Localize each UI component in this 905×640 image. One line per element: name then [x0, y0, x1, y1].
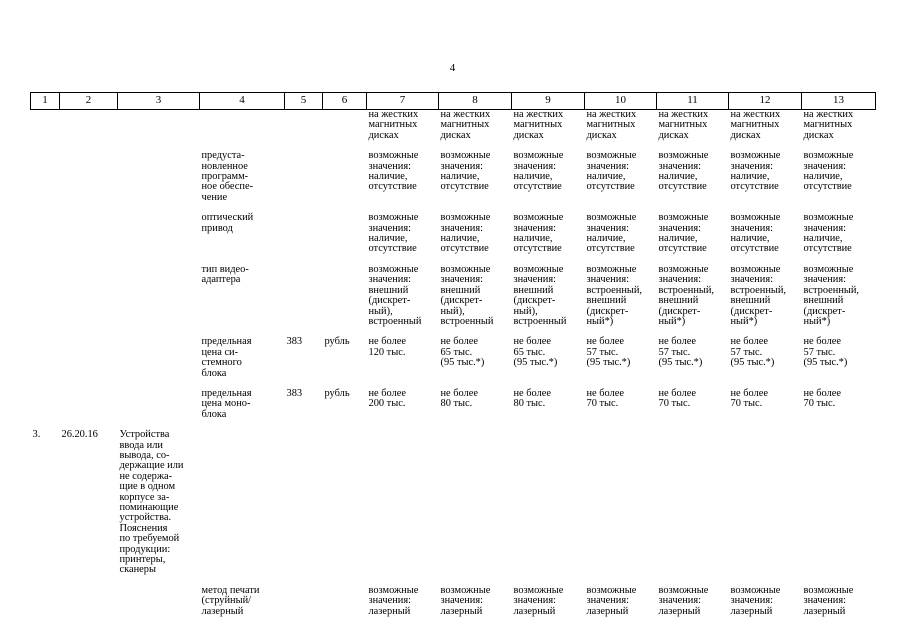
- column-number-9: 9: [512, 93, 585, 110]
- value-text: не более 200 тыс.: [368, 387, 407, 410]
- value-cell-col-11: [657, 430, 729, 576]
- column-number-2: 2: [60, 93, 118, 110]
- value-text: не более 80 тыс.: [440, 387, 479, 410]
- characteristic-cell-text: предельная цена моно- блока: [201, 387, 252, 420]
- column-number-12: 12: [729, 93, 802, 110]
- unit-cell: [323, 265, 367, 327]
- value-cell-col-9: [512, 430, 585, 576]
- value-cell-col-9: [512, 110, 585, 142]
- value-cell-col-13: [802, 586, 876, 617]
- product-name-cell: [118, 265, 200, 327]
- value-text: возможные значения: встроенный, внешний (дискрет- ный*): [586, 263, 643, 327]
- column-number-7: 7: [367, 93, 439, 110]
- value-text: не более 57 тыс. (95 тыс.*): [803, 336, 848, 369]
- value-cell-col-12: [729, 430, 802, 576]
- value-text: возможные значения: наличие, отсутствие: [658, 150, 709, 193]
- value-text: возможные значения: наличие, отсутствие: [440, 150, 491, 193]
- value-cell-col-8: [439, 151, 512, 203]
- unit-cell: [323, 337, 367, 379]
- value-cell-col-8: [439, 265, 512, 327]
- value-text: не более 70 тыс.: [586, 387, 625, 410]
- value-cell-col-10: [585, 430, 657, 576]
- value-text: возможные значения: наличие, отсутствие: [803, 150, 854, 193]
- value-cell-col-7: [367, 430, 439, 576]
- characteristic-cell: [200, 213, 285, 255]
- value-text: не более 70 тыс.: [658, 387, 697, 410]
- okei-code-cell-text: 383: [286, 336, 303, 348]
- value-text: возможные значения: наличие, отсутствие: [658, 212, 709, 255]
- value-cell-col-7: [367, 110, 439, 142]
- unit-cell-text: рубль: [324, 336, 350, 348]
- value-text: возможные значения: лазерный: [440, 584, 491, 617]
- table-row-price-sysunit: [31, 337, 876, 379]
- value-text: возможные значения: лазерный: [658, 584, 709, 617]
- unit-cell: [323, 151, 367, 203]
- value-cell-col-7: [367, 213, 439, 255]
- value-cell-col-10: [585, 213, 657, 255]
- table-row-optical: [31, 213, 876, 255]
- column-number-8: 8: [439, 93, 512, 110]
- value-cell-col-10: [585, 110, 657, 142]
- value-text: возможные значения: наличие, отсутствие: [803, 212, 854, 255]
- value-text: не более 80 тыс.: [513, 387, 552, 410]
- value-cell-col-11: [657, 213, 729, 255]
- value-cell-col-11: [657, 110, 729, 142]
- value-cell-col-9: [512, 389, 585, 420]
- value-cell-col-11: [657, 265, 729, 327]
- characteristic-cell-text: метод печати (струйный/ лазерный: [201, 584, 260, 617]
- value-text: не более 65 тыс. (95 тыс.*): [440, 336, 485, 369]
- characteristic-cell: [200, 586, 285, 617]
- product-name-cell-text: Устройства ввода или вывода, со- держащие или не содержа- щие в одном корпусе за- поминающие устройства. Пояснения по требуемой продукции: принтеры, сканеры: [119, 429, 184, 576]
- value-text: не более 120 тыс.: [368, 336, 407, 358]
- value-cell-col-8: [439, 430, 512, 576]
- value-text: возможные значения: внешний (дискрет- ный), встроенный: [513, 263, 567, 327]
- value-text: возможные значения: наличие, отсутствие: [586, 212, 637, 255]
- value-text: возможные значения: наличие, отсутствие: [513, 212, 564, 255]
- value-text: возможные значения: лазерный: [513, 584, 564, 617]
- value-cell-col-13: [802, 213, 876, 255]
- characteristic-cell-text: предуста- новленное программ- ное обеспе- чение: [201, 150, 254, 203]
- table-row-software: [31, 151, 876, 203]
- value-cell-col-12: [729, 151, 802, 203]
- value-text: возможные значения: лазерный: [368, 584, 419, 617]
- column-number-1: 1: [31, 93, 60, 110]
- value-cell-col-9: [512, 337, 585, 379]
- value-cell-col-12: [729, 389, 802, 420]
- item-number-cell: [31, 389, 60, 420]
- value-text: на жестких магнитных дисках: [730, 109, 781, 141]
- value-text: на жестких магнитных дисках: [368, 109, 419, 141]
- okei-code-cell-text: 383: [286, 387, 303, 399]
- value-cell-col-7: [367, 151, 439, 203]
- okei-code-cell: [285, 265, 323, 327]
- value-text: не более 70 тыс.: [803, 387, 842, 410]
- product-name-cell: [118, 110, 200, 142]
- value-text: возможные значения: наличие, отсутствие: [730, 212, 781, 255]
- characteristic-cell-text: тип видео- адаптера: [201, 263, 249, 286]
- value-cell-col-10: [585, 151, 657, 203]
- column-number-row: [31, 93, 876, 110]
- value-cell-col-11: [657, 337, 729, 379]
- unit-cell: [323, 110, 367, 142]
- value-cell-col-9: [512, 265, 585, 327]
- value-cell-col-8: [439, 586, 512, 617]
- value-text: не более 57 тыс. (95 тыс.*): [586, 336, 631, 369]
- characteristic-cell: [200, 110, 285, 142]
- item-number-cell: [31, 110, 60, 142]
- value-text: не более 57 тыс. (95 тыс.*): [730, 336, 775, 369]
- value-cell-col-8: [439, 213, 512, 255]
- okpd-code-cell: [60, 213, 118, 255]
- value-text: не более 57 тыс. (95 тыс.*): [658, 336, 703, 369]
- item-number-cell: [31, 337, 60, 379]
- value-cell-col-13: [802, 265, 876, 327]
- characteristic-cell: [200, 430, 285, 576]
- column-number-4: 4: [200, 93, 285, 110]
- value-text: возможные значения: наличие, отсутствие: [440, 212, 491, 255]
- item-number-cell: [31, 151, 60, 203]
- value-text: возможные значения: наличие, отсутствие: [513, 150, 564, 193]
- value-cell-col-11: [657, 586, 729, 617]
- table-row-price-monoblock: [31, 389, 876, 420]
- okpd-code-cell: [60, 337, 118, 379]
- item-number-cell: [31, 213, 60, 255]
- item-number-cell: [31, 265, 60, 327]
- value-cell-col-13: [802, 430, 876, 576]
- page-number: 4: [449, 62, 456, 74]
- item-number-cell-text: 3.: [32, 429, 41, 441]
- column-number-11: 11: [657, 93, 729, 110]
- value-text: возможные значения: наличие, отсутствие: [730, 150, 781, 193]
- value-cell-col-12: [729, 586, 802, 617]
- okei-code-cell: [285, 110, 323, 142]
- value-cell-col-10: [585, 389, 657, 420]
- okpd-code-cell: [60, 265, 118, 327]
- okei-code-cell: [285, 213, 323, 255]
- value-cell-col-8: [439, 110, 512, 142]
- okei-code-cell: [285, 586, 323, 617]
- requirements-table: [30, 92, 876, 617]
- table-row-video: [31, 265, 876, 327]
- value-text: возможные значения: наличие, отсутствие: [368, 212, 419, 255]
- product-name-cell: [118, 151, 200, 203]
- value-cell-col-13: [802, 337, 876, 379]
- value-cell-col-12: [729, 110, 802, 142]
- table-row-print-method: [31, 586, 876, 617]
- unit-cell: [323, 430, 367, 576]
- characteristic-cell: [200, 337, 285, 379]
- value-cell-col-8: [439, 337, 512, 379]
- value-cell-col-7: [367, 337, 439, 379]
- value-cell-col-12: [729, 213, 802, 255]
- value-cell-col-9: [512, 151, 585, 203]
- unit-cell: [323, 389, 367, 420]
- value-cell-col-13: [802, 389, 876, 420]
- characteristic-cell: [200, 389, 285, 420]
- value-cell-col-7: [367, 389, 439, 420]
- value-text: возможные значения: внешний (дискрет- ный), встроенный: [368, 263, 422, 327]
- unit-cell-text: рубль: [324, 387, 350, 399]
- value-cell-col-11: [657, 389, 729, 420]
- column-number-10: 10: [585, 93, 657, 110]
- value-cell-col-13: [802, 151, 876, 203]
- characteristic-cell: [200, 151, 285, 203]
- value-cell-col-12: [729, 337, 802, 379]
- value-text: возможные значения: лазерный: [803, 584, 854, 617]
- okpd-code-cell: [60, 430, 118, 576]
- unit-cell: [323, 213, 367, 255]
- value-text: на жестких магнитных дисках: [513, 109, 564, 141]
- value-text: на жестких магнитных дисках: [586, 109, 637, 141]
- value-cell-col-7: [367, 265, 439, 327]
- value-text: возможные значения: лазерный: [586, 584, 637, 617]
- column-number-5: 5: [285, 93, 323, 110]
- value-cell-col-7: [367, 586, 439, 617]
- characteristic-cell-text: оптический привод: [201, 212, 254, 234]
- value-text: возможные значения: наличие, отсутствие: [368, 150, 419, 193]
- okpd-code-cell: [60, 586, 118, 617]
- value-cell-col-8: [439, 389, 512, 420]
- okpd-code-cell: [60, 110, 118, 142]
- value-text: на жестких магнитных дисках: [803, 109, 854, 141]
- table-row-section3: [31, 430, 876, 576]
- value-text: возможные значения: встроенный, внешний (дискрет- ный*): [658, 263, 715, 327]
- okpd-code-cell: [60, 389, 118, 420]
- value-text: на жестких магнитных дисках: [440, 109, 491, 141]
- okei-code-cell: [285, 430, 323, 576]
- value-cell-col-10: [585, 337, 657, 379]
- value-text: возможные значения: встроенный, внешний (дискрет- ный*): [730, 263, 787, 327]
- product-name-cell: [118, 430, 200, 576]
- product-name-cell: [118, 337, 200, 379]
- value-text: возможные значения: наличие, отсутствие: [586, 150, 637, 193]
- characteristic-cell: [200, 265, 285, 327]
- okei-code-cell: [285, 389, 323, 420]
- product-name-cell: [118, 213, 200, 255]
- value-cell-col-12: [729, 265, 802, 327]
- table-row-cont: [31, 110, 876, 142]
- item-number-cell: [31, 586, 60, 617]
- okei-code-cell: [285, 151, 323, 203]
- unit-cell: [323, 586, 367, 617]
- product-name-cell: [118, 586, 200, 617]
- value-cell-col-10: [585, 265, 657, 327]
- characteristic-cell-text: предельная цена си- стемного блока: [201, 336, 252, 379]
- column-number-3: 3: [118, 93, 200, 110]
- okpd-code-cell-text: 26.20.16: [61, 429, 98, 441]
- value-cell-col-9: [512, 586, 585, 617]
- okpd-code-cell: [60, 151, 118, 203]
- item-number-cell: [31, 430, 60, 576]
- value-cell-col-11: [657, 151, 729, 203]
- value-text: возможные значения: встроенный, внешний (дискрет- ный*): [803, 263, 860, 327]
- column-number-6: 6: [323, 93, 367, 110]
- value-text: возможные значения: лазерный: [730, 584, 781, 617]
- product-name-cell: [118, 389, 200, 420]
- value-text: на жестких магнитных дисках: [658, 109, 709, 141]
- value-text: возможные значения: внешний (дискрет- ный), встроенный: [440, 263, 494, 327]
- value-text: не более 70 тыс.: [730, 387, 769, 410]
- value-cell-col-13: [802, 110, 876, 142]
- column-number-13: 13: [802, 93, 876, 110]
- value-cell-col-9: [512, 213, 585, 255]
- value-text: не более 65 тыс. (95 тыс.*): [513, 336, 558, 369]
- okei-code-cell: [285, 337, 323, 379]
- value-cell-col-10: [585, 586, 657, 617]
